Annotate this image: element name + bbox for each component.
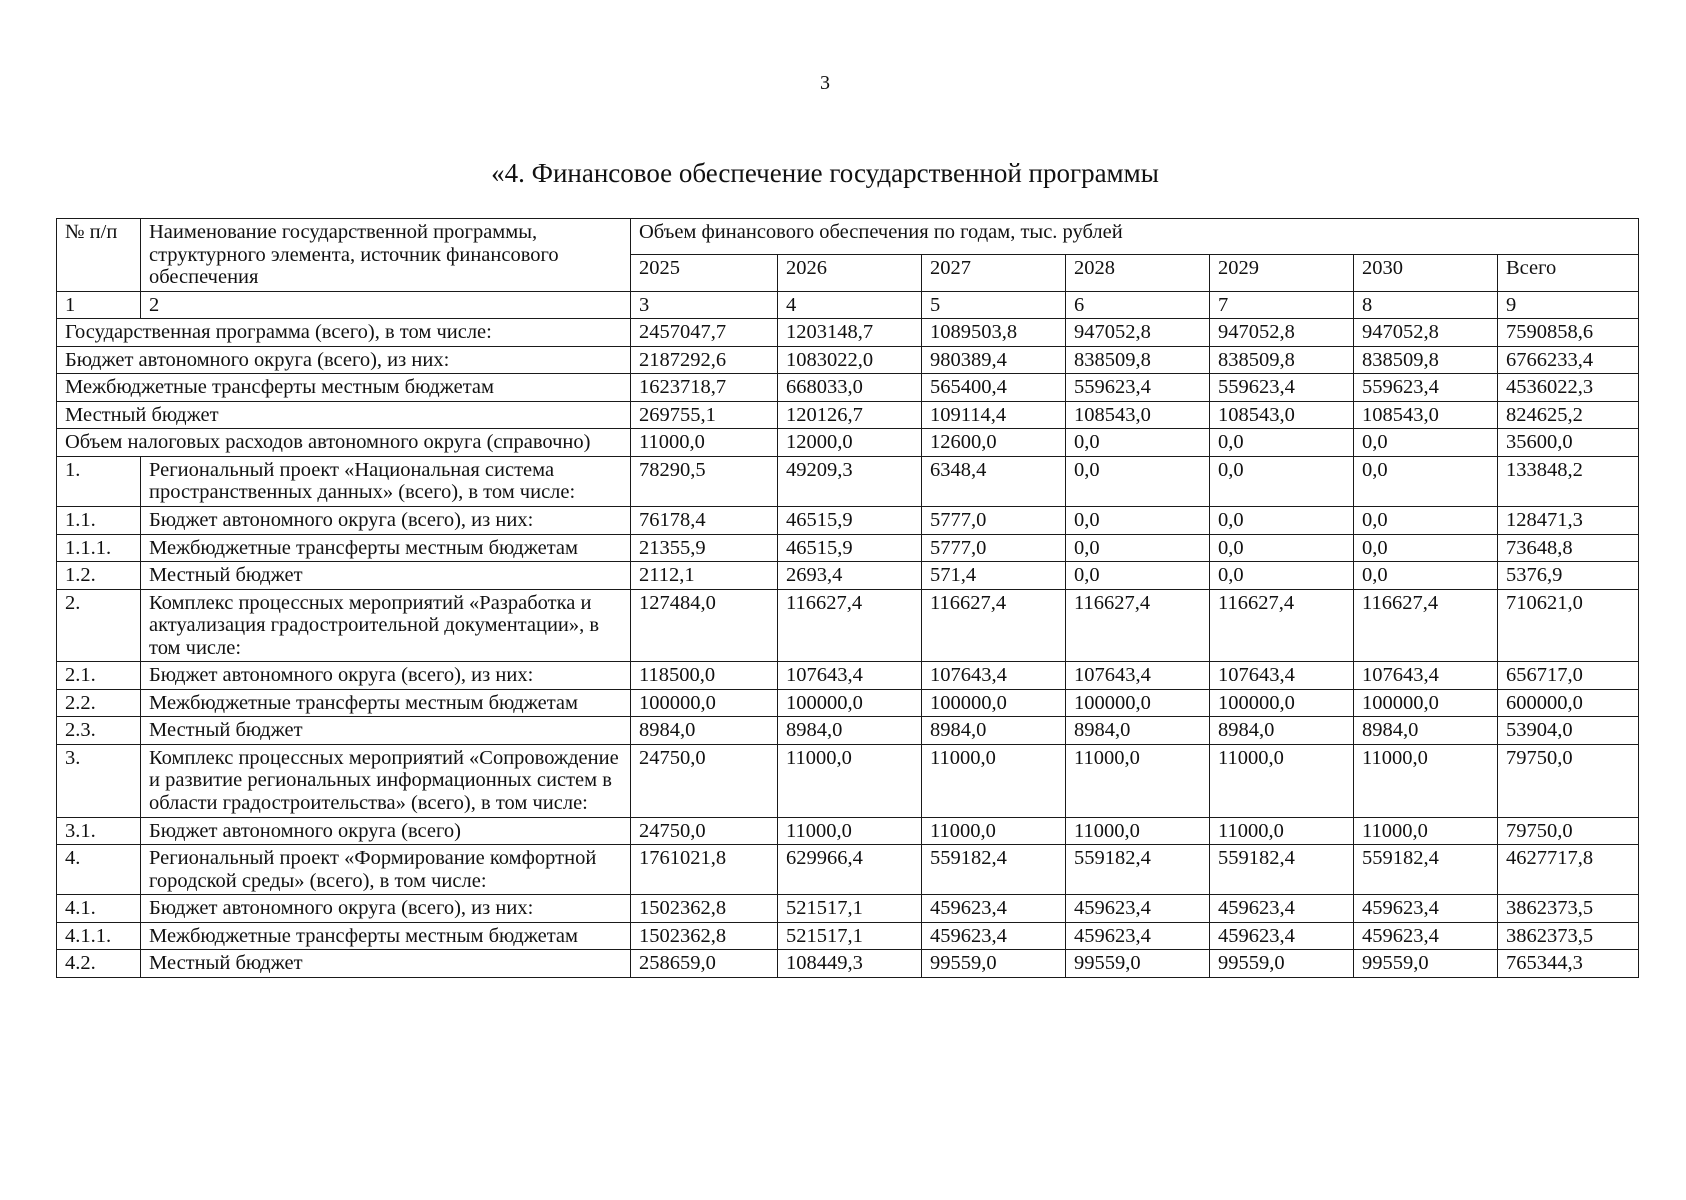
value-cell: 11000,0 bbox=[1354, 744, 1498, 817]
value-cell: 559623,4 bbox=[1354, 374, 1498, 402]
value-cell: 24750,0 bbox=[631, 817, 778, 845]
row-name: Региональный проект «Формирование комфортной городской среды» (всего), в том числе: bbox=[141, 845, 631, 895]
value-cell: 0,0 bbox=[1066, 507, 1210, 535]
value-cell: 108543,0 bbox=[1354, 401, 1498, 429]
row-number: 4. bbox=[57, 845, 141, 895]
value-cell: 11000,0 bbox=[1210, 817, 1354, 845]
row-name: Бюджет автономного округа (всего) bbox=[141, 817, 631, 845]
index-cell: 8 bbox=[1354, 291, 1498, 319]
value-cell: 629966,4 bbox=[778, 845, 922, 895]
value-cell: 46515,9 bbox=[778, 534, 922, 562]
table-row bbox=[57, 950, 1639, 978]
value-cell: 258659,0 bbox=[631, 950, 778, 978]
value-cell: 8984,0 bbox=[922, 717, 1066, 745]
value-cell: 269755,1 bbox=[631, 401, 778, 429]
table-row bbox=[57, 744, 1639, 817]
row-number: 1.1. bbox=[57, 507, 141, 535]
row-name: Комплекс процессных мероприятий «Разработка и актуализация градостроительной документации», в том числе: bbox=[141, 589, 631, 662]
value-cell: 459623,4 bbox=[922, 895, 1066, 923]
row-number: 2.3. bbox=[57, 717, 141, 745]
table-row bbox=[57, 895, 1639, 923]
index-cell: 3 bbox=[631, 291, 778, 319]
index-cell: 1 bbox=[57, 291, 141, 319]
header-year: 2025 bbox=[631, 255, 778, 291]
value-cell: 559182,4 bbox=[1354, 845, 1498, 895]
header-year: 2027 bbox=[922, 255, 1066, 291]
value-cell: 559182,4 bbox=[1066, 845, 1210, 895]
value-cell: 11000,0 bbox=[1210, 744, 1354, 817]
value-cell: 0,0 bbox=[1354, 456, 1498, 506]
page-number: 3 bbox=[820, 72, 830, 94]
value-cell: 947052,8 bbox=[1066, 319, 1210, 347]
value-cell: 571,4 bbox=[922, 562, 1066, 590]
row-name: Бюджет автономного округа (всего), из них: bbox=[141, 895, 631, 923]
table-row bbox=[57, 589, 1639, 662]
value-cell: 116627,4 bbox=[778, 589, 922, 662]
value-cell: 1502362,8 bbox=[631, 922, 778, 950]
row-name: Бюджет автономного округа (всего), из них: bbox=[57, 346, 631, 374]
value-cell: 824625,2 bbox=[1498, 401, 1639, 429]
value-cell: 0,0 bbox=[1066, 562, 1210, 590]
value-cell: 5777,0 bbox=[922, 534, 1066, 562]
value-cell: 11000,0 bbox=[631, 429, 778, 457]
value-cell: 5376,9 bbox=[1498, 562, 1639, 590]
value-cell: 79750,0 bbox=[1498, 744, 1639, 817]
value-cell: 100000,0 bbox=[922, 689, 1066, 717]
value-cell: 11000,0 bbox=[1354, 817, 1498, 845]
table-row bbox=[57, 534, 1639, 562]
value-cell: 0,0 bbox=[1354, 534, 1498, 562]
value-cell: 6348,4 bbox=[922, 456, 1066, 506]
value-cell: 1203148,7 bbox=[778, 319, 922, 347]
row-number: 1.1.1. bbox=[57, 534, 141, 562]
value-cell: 108449,3 bbox=[778, 950, 922, 978]
index-cell: 9 bbox=[1498, 291, 1639, 319]
value-cell: 0,0 bbox=[1354, 562, 1498, 590]
value-cell: 108543,0 bbox=[1210, 401, 1354, 429]
row-number: 1.2. bbox=[57, 562, 141, 590]
row-number: 2. bbox=[57, 589, 141, 662]
value-cell: 127484,0 bbox=[631, 589, 778, 662]
value-cell: 116627,4 bbox=[1210, 589, 1354, 662]
value-cell: 0,0 bbox=[1066, 429, 1210, 457]
value-cell: 459623,4 bbox=[1066, 922, 1210, 950]
value-cell: 765344,3 bbox=[1498, 950, 1639, 978]
value-cell: 100000,0 bbox=[1210, 689, 1354, 717]
value-cell: 521517,1 bbox=[778, 922, 922, 950]
row-name: Бюджет автономного округа (всего), из них: bbox=[141, 662, 631, 690]
header-year: 2029 bbox=[1210, 255, 1354, 291]
value-cell: 565400,4 bbox=[922, 374, 1066, 402]
row-number: 2.2. bbox=[57, 689, 141, 717]
row-number: 3.1. bbox=[57, 817, 141, 845]
table-row bbox=[57, 845, 1639, 895]
value-cell: 521517,1 bbox=[778, 895, 922, 923]
value-cell: 1083022,0 bbox=[778, 346, 922, 374]
value-cell: 11000,0 bbox=[1066, 744, 1210, 817]
value-cell: 8984,0 bbox=[778, 717, 922, 745]
row-number: 4.2. bbox=[57, 950, 141, 978]
value-cell: 11000,0 bbox=[778, 817, 922, 845]
value-cell: 35600,0 bbox=[1498, 429, 1639, 457]
header-year: 2026 bbox=[778, 255, 922, 291]
value-cell: 0,0 bbox=[1210, 429, 1354, 457]
header-total: Всего bbox=[1498, 255, 1639, 291]
value-cell: 838509,8 bbox=[1066, 346, 1210, 374]
document-title: «4. Финансовое обеспечение государственной программы bbox=[491, 158, 1159, 188]
header-name: Наименование государственной программы, структурного элемента, источник финансового обеспечения bbox=[141, 219, 631, 292]
row-number: 4.1.1. bbox=[57, 922, 141, 950]
value-cell: 668033,0 bbox=[778, 374, 922, 402]
value-cell: 559182,4 bbox=[922, 845, 1066, 895]
value-cell: 46515,9 bbox=[778, 507, 922, 535]
value-cell: 11000,0 bbox=[778, 744, 922, 817]
value-cell: 3862373,5 bbox=[1498, 895, 1639, 923]
value-cell: 838509,8 bbox=[1354, 346, 1498, 374]
value-cell: 78290,5 bbox=[631, 456, 778, 506]
value-cell: 120126,7 bbox=[778, 401, 922, 429]
value-cell: 99559,0 bbox=[1354, 950, 1498, 978]
value-cell: 79750,0 bbox=[1498, 817, 1639, 845]
row-name: Комплекс процессных мероприятий «Сопровождение и развитие региональных информационных систем в области градостроительства» (всего), в том числе: bbox=[141, 744, 631, 817]
value-cell: 21355,9 bbox=[631, 534, 778, 562]
value-cell: 2187292,6 bbox=[631, 346, 778, 374]
value-cell: 1502362,8 bbox=[631, 895, 778, 923]
index-cell: 6 bbox=[1066, 291, 1210, 319]
summary-row bbox=[57, 346, 1639, 374]
header-year: 2028 bbox=[1066, 255, 1210, 291]
row-name: Бюджет автономного округа (всего), из них: bbox=[141, 507, 631, 535]
value-cell: 99559,0 bbox=[1210, 950, 1354, 978]
index-cell: 2 bbox=[141, 291, 631, 319]
value-cell: 0,0 bbox=[1354, 429, 1498, 457]
value-cell: 600000,0 bbox=[1498, 689, 1639, 717]
row-name: Межбюджетные трансферты местным бюджетам bbox=[57, 374, 631, 402]
value-cell: 76178,4 bbox=[631, 507, 778, 535]
value-cell: 1761021,8 bbox=[631, 845, 778, 895]
value-cell: 7590858,6 bbox=[1498, 319, 1639, 347]
row-number: 3. bbox=[57, 744, 141, 817]
value-cell: 459623,4 bbox=[1354, 895, 1498, 923]
value-cell: 0,0 bbox=[1066, 534, 1210, 562]
row-name: Межбюджетные трансферты местным бюджетам bbox=[141, 922, 631, 950]
table-row bbox=[57, 662, 1639, 690]
value-cell: 12600,0 bbox=[922, 429, 1066, 457]
value-cell: 53904,0 bbox=[1498, 717, 1639, 745]
summary-row bbox=[57, 374, 1639, 402]
value-cell: 710621,0 bbox=[1498, 589, 1639, 662]
value-cell: 2112,1 bbox=[631, 562, 778, 590]
row-number: 1. bbox=[57, 456, 141, 506]
row-name: Местный бюджет bbox=[57, 401, 631, 429]
header-row bbox=[57, 219, 1639, 255]
value-cell: 11000,0 bbox=[922, 817, 1066, 845]
row-number: 4.1. bbox=[57, 895, 141, 923]
row-name: Местный бюджет bbox=[141, 950, 631, 978]
value-cell: 4536022,3 bbox=[1498, 374, 1639, 402]
value-cell: 100000,0 bbox=[778, 689, 922, 717]
table-row bbox=[57, 717, 1639, 745]
value-cell: 133848,2 bbox=[1498, 456, 1639, 506]
index-row bbox=[57, 291, 1639, 319]
value-cell: 109114,4 bbox=[922, 401, 1066, 429]
value-cell: 656717,0 bbox=[1498, 662, 1639, 690]
value-cell: 459623,4 bbox=[1210, 895, 1354, 923]
value-cell: 107643,4 bbox=[1210, 662, 1354, 690]
value-cell: 107643,4 bbox=[1066, 662, 1210, 690]
value-cell: 99559,0 bbox=[1066, 950, 1210, 978]
value-cell: 100000,0 bbox=[1354, 689, 1498, 717]
value-cell: 459623,4 bbox=[1066, 895, 1210, 923]
row-name: Местный бюджет bbox=[141, 717, 631, 745]
value-cell: 0,0 bbox=[1210, 562, 1354, 590]
value-cell: 8984,0 bbox=[1210, 717, 1354, 745]
value-cell: 8984,0 bbox=[1066, 717, 1210, 745]
value-cell: 559623,4 bbox=[1210, 374, 1354, 402]
row-name: Объем налоговых расходов автономного округа (справочно) bbox=[57, 429, 631, 457]
value-cell: 0,0 bbox=[1066, 456, 1210, 506]
table-row bbox=[57, 689, 1639, 717]
index-cell: 5 bbox=[922, 291, 1066, 319]
value-cell: 0,0 bbox=[1210, 507, 1354, 535]
value-cell: 947052,8 bbox=[1210, 319, 1354, 347]
value-cell: 559182,4 bbox=[1210, 845, 1354, 895]
table-body bbox=[57, 219, 1639, 978]
value-cell: 8984,0 bbox=[1354, 717, 1498, 745]
value-cell: 24750,0 bbox=[631, 744, 778, 817]
value-cell: 0,0 bbox=[1354, 507, 1498, 535]
row-number: 2.1. bbox=[57, 662, 141, 690]
row-name: Межбюджетные трансферты местным бюджетам bbox=[141, 689, 631, 717]
header-volume: Объем финансового обеспечения по годам, тыс. рублей bbox=[631, 219, 1639, 255]
value-cell: 4627717,8 bbox=[1498, 845, 1639, 895]
value-cell: 3862373,5 bbox=[1498, 922, 1639, 950]
value-cell: 116627,4 bbox=[1354, 589, 1498, 662]
value-cell: 118500,0 bbox=[631, 662, 778, 690]
value-cell: 73648,8 bbox=[1498, 534, 1639, 562]
table-row bbox=[57, 456, 1639, 506]
value-cell: 459623,4 bbox=[1354, 922, 1498, 950]
value-cell: 108543,0 bbox=[1066, 401, 1210, 429]
value-cell: 116627,4 bbox=[922, 589, 1066, 662]
value-cell: 107643,4 bbox=[1354, 662, 1498, 690]
header-num: № п/п bbox=[57, 219, 141, 292]
value-cell: 11000,0 bbox=[922, 744, 1066, 817]
row-name: Межбюджетные трансферты местным бюджетам bbox=[141, 534, 631, 562]
value-cell: 0,0 bbox=[1210, 456, 1354, 506]
header-year: 2030 bbox=[1354, 255, 1498, 291]
financing-table bbox=[56, 218, 1639, 978]
row-name: Региональный проект «Национальная система пространственных данных» (всего), в том числе: bbox=[141, 456, 631, 506]
value-cell: 8984,0 bbox=[631, 717, 778, 745]
value-cell: 107643,4 bbox=[778, 662, 922, 690]
value-cell: 1089503,8 bbox=[922, 319, 1066, 347]
summary-row bbox=[57, 319, 1639, 347]
value-cell: 2693,4 bbox=[778, 562, 922, 590]
value-cell: 49209,3 bbox=[778, 456, 922, 506]
value-cell: 947052,8 bbox=[1354, 319, 1498, 347]
value-cell: 99559,0 bbox=[922, 950, 1066, 978]
value-cell: 459623,4 bbox=[922, 922, 1066, 950]
index-cell: 4 bbox=[778, 291, 922, 319]
value-cell: 116627,4 bbox=[1066, 589, 1210, 662]
value-cell: 107643,4 bbox=[922, 662, 1066, 690]
table-row bbox=[57, 507, 1639, 535]
row-name: Государственная программа (всего), в том числе: bbox=[57, 319, 631, 347]
value-cell: 980389,4 bbox=[922, 346, 1066, 374]
value-cell: 128471,3 bbox=[1498, 507, 1639, 535]
value-cell: 6766233,4 bbox=[1498, 346, 1639, 374]
table-row bbox=[57, 922, 1639, 950]
value-cell: 2457047,7 bbox=[631, 319, 778, 347]
value-cell: 838509,8 bbox=[1210, 346, 1354, 374]
value-cell: 1623718,7 bbox=[631, 374, 778, 402]
value-cell: 5777,0 bbox=[922, 507, 1066, 535]
value-cell: 459623,4 bbox=[1210, 922, 1354, 950]
value-cell: 100000,0 bbox=[1066, 689, 1210, 717]
row-name: Местный бюджет bbox=[141, 562, 631, 590]
summary-row bbox=[57, 401, 1639, 429]
value-cell: 0,0 bbox=[1210, 534, 1354, 562]
value-cell: 100000,0 bbox=[631, 689, 778, 717]
value-cell: 12000,0 bbox=[778, 429, 922, 457]
value-cell: 11000,0 bbox=[1066, 817, 1210, 845]
table-row bbox=[57, 817, 1639, 845]
summary-row bbox=[57, 429, 1639, 457]
index-cell: 7 bbox=[1210, 291, 1354, 319]
value-cell: 559623,4 bbox=[1066, 374, 1210, 402]
table-row bbox=[57, 562, 1639, 590]
